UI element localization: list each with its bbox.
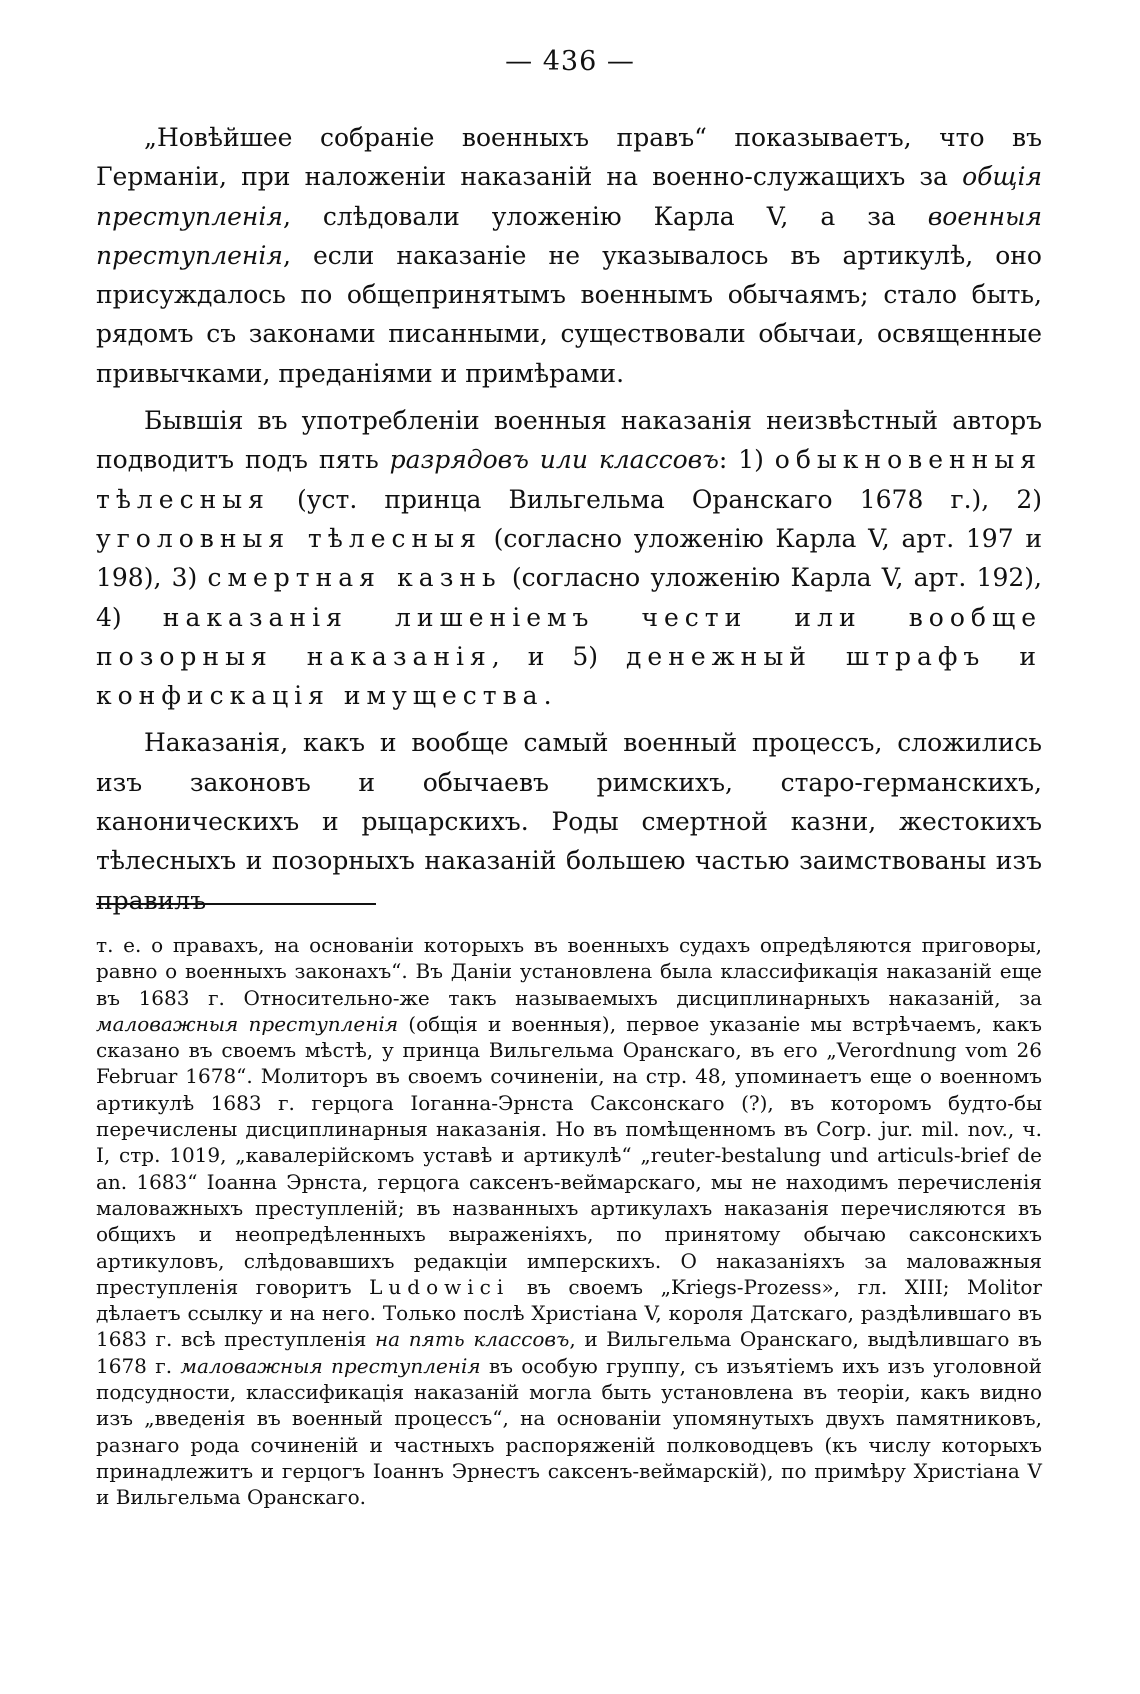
main-text: [96, 118, 1042, 920]
footnote: [96, 932, 1042, 1511]
text-run: Наказанія, какъ и вообще самый военный процессъ, сложились изъ законовъ и обычаевъ римскихъ, старо-германскихъ, каноническихъ и рыцарскихъ. Роды смертной казни, жестокихъ тѣлесныхъ и позорныхъ наказаній большею частью заимствованы изъ правилъ: [96, 728, 1042, 915]
paragraph: [96, 401, 1042, 715]
text-run: : 1): [718, 445, 775, 475]
text-run: въ особую группу, съ изъятіемъ ихъ изъ уголовной подсудности, классификація наказаній могла быть установлена въ теоріи, какъ видно изъ „введенія въ военный процессъ“, на основаніи упомянутыхъ двухъ памятниковъ, разнаго рода сочиненій и частныхъ распоряженій полководцевъ (къ числу которыхъ принадлежитъ и герцогъ Іоаннъ Эрнестъ саксенъ-веймарскій), по примѣру Христіана V и Вильгельма Оранскаго.: [96, 1353, 1043, 1510]
text-run: „Новѣйшее собраніе военныхъ правъ“ показываетъ, что въ Германіи, при наложеніи наказаній на военно-служащихъ за: [96, 123, 1042, 192]
spaced-text: обыкновенныя тѣлесныя: [96, 445, 1042, 514]
text-run: Бывшія въ употребленіи военныя наказанія неизвѣстный авторъ подводитъ подъ пять: [96, 406, 1042, 475]
text-run: (уст. принца Вильгельма Оранскаго 1678 г.), 2): [269, 484, 1042, 514]
paragraph: [96, 723, 1042, 919]
spaced-text: денежный штрафъ и конфискація имущества: [96, 641, 1042, 711]
text-run: (согласно уложенію Карла V, арт. 192), 4): [96, 563, 1042, 632]
text-run: (согласно уложенію Карла V, арт. 197 и 198), 3): [96, 523, 1042, 593]
spaced-text: уголовныя тѣлесныя: [96, 523, 482, 553]
text-run: , и Вильгельма Оранскаго, выдѣлившаго въ 1678 г.: [96, 1327, 1043, 1378]
footnote-text: [96, 932, 1042, 1511]
italic-text: на пять классовъ: [374, 1327, 570, 1352]
italic-text: разрядовъ или классовъ: [389, 445, 719, 475]
text-run: въ своемъ „Kriegs-Prozess», гл. XIII; Molitor дѣлаетъ ссылку и на него. Только послѣ Христіана V, короля Датскаго, раздѣлившаго въ 1683 г. всѣ преступленія: [96, 1274, 1042, 1352]
text-run: (общія и военныя), первое указаніе мы встрѣчаемъ, какъ сказано въ своемъ мѣстѣ, у принца Вильгельма Оранскаго, въ его „Verordnung vom 26 Februar 1678“. Молиторъ въ своемъ сочиненіи, на стр. 48, упоминаетъ еще о военномъ артикулѣ 1683 г. герцога Іоганна-Эрнста Саксонскаго (?), въ которомъ будто-бы перечислены дисциплинарныя наказанія. Но въ помѣщенномъ въ Corp. jur. mil. nov., ч. I, стр. 1019, „кавалерійскомъ уставѣ и артикулѣ“ „reuter-bestalung und articuls-brief de an. 1683“ Іоанна Эрнста, герцога саксенъ-веймарскаго, мы не находимъ перечисленія маловажныхъ преступленій; въ названныхъ артикулахъ наказанія перечисляются въ общихъ и неопредѣленныхъ выраженіяхъ, по принятому обычаю саксонскихъ артикуловъ, слѣдовавшихъ редакціи имперскихъ. О наказаніяхъ за маловажныя преступленія говоритъ: [96, 1011, 1042, 1299]
italic-text: маловажныя преступленія: [180, 1353, 481, 1378]
italic-text: военныя преступленія: [96, 201, 1042, 270]
italic-text: общія преступленія: [96, 162, 1042, 231]
footnote-divider: [96, 903, 376, 905]
text-run: , и 5): [491, 641, 627, 671]
spaced-text: наказанія лишеніемъ чести или вообще позорныя наказанія: [96, 602, 1042, 671]
text-run: , если наказаніе не указывалось въ артикулѣ, оно присуждалось по общепринятымъ военнымъ обычаямъ; стало быть, рядомъ съ законами писанными, существовали обычаи, освященные привычками, преданіями и примѣрами.: [96, 240, 1042, 388]
page-number: — 436 —: [505, 46, 635, 77]
spaced-text: Ludowici: [369, 1274, 510, 1299]
text-run: , слѣдовали уложенію Карла V, а за: [282, 201, 928, 231]
paragraph: [96, 118, 1042, 393]
spaced-text: смертная казнь: [207, 563, 502, 593]
italic-text: маловажныя преступленія: [96, 1011, 399, 1036]
text-run: .: [543, 681, 552, 711]
text-run: т. е. о правахъ, на основаніи которыхъ въ военныхъ судахъ опредѣляются приговоры, равно о военныхъ законахъ“. Въ Даніи установлена была классификація наказаній еще въ 1683 г. Относительно-же такъ называемыхъ дисциплинарныхъ наказаній, за: [96, 933, 1042, 1010]
